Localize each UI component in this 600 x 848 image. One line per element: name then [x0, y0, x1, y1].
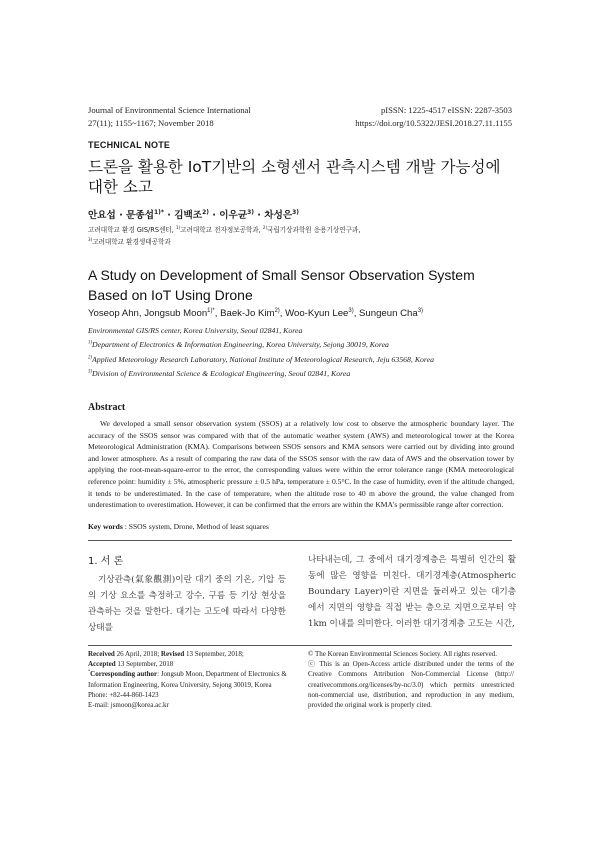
author-kr: 문종섭	[126, 210, 154, 221]
author-en: Baek-Jo Kim	[220, 308, 275, 319]
affiliation-en: $^{2)}$Applied Meteorology Research Laboratory, National Institute of Meteorological Research, Jeju 63568, Korea	[88, 354, 435, 364]
journal-issn: pISSN: 1225-4517 eISSN: 2287-3503	[380, 105, 512, 115]
footer-license	[308, 649, 514, 710]
body-text-left: 기상관측(氣象觀測)이란 대기 중의 기온, 기압 등의 기상 요소를 측정하고 강수, 구름 등 기상 현상을 관측하는 것을 말한다. 대기는 고도에 따라서 다양한 상태를	[88, 575, 286, 633]
author-en: Sungeun Cha	[359, 308, 418, 319]
footer-dates: Received 26 April, 2018; Revised 13 September, 2018; Accepted 13 September, 2018 *Corresponding author: Jongsub Moon, Department of Electronics & Information Engineering, Korea University, Sejong 30019, Korea Phone: +82-44-860-1423 E-mail: jsmoon@korea.ac.kr	[88, 649, 294, 710]
journal-header-left	[88, 104, 251, 129]
journal-header-right	[355, 104, 512, 129]
author-kr: 차성은	[264, 210, 293, 221]
affiliation-en: $^{1)}$Department of Electronics & Information Engineering, Korea University, Sejong 30019, Korea	[88, 340, 389, 350]
english-title: A Study on Development of Small Sensor Observation System Based on IoT Using Drone	[88, 267, 475, 303]
abstract-text: We developed a small sensor observation system (SSOS) at a relatively low cost to observe the atmospheric boundary layer. The accuracy of the SSOS sensor was compared with that of the automatic weather system (AWS) and meteorological tower at the Korea Meteorological Administration (KMA). Comparisons between SSOS sensors and KMA sensors were carried out by dividing into ground and lower atmosphere. As a result of comparing the raw data of the SSOS sensor with the raw data of AWS and the observation tower by applying the root-mean-square-error to the error, the corresponding values were within the error tolerance range (KMA meteorological reference point: humidity ± 5%, atmospheric pressure ± 0.5 hPa, temperature ± 0.5°C. In the case of humidity, even if the altitude changed, it tends to be underestimated. In the case of temperature, when the altitude rose to 40 m above the ground, the value changed from underestimation to overestimation. However, it can be confirmed that the errors are within the KMA's permissible range after correction.	[88, 419, 514, 510]
journal-doi[interactable]: https://doi.org/10.5322/JESI.2018.27.11.1155	[355, 117, 512, 128]
journal-name: Journal of Environmental Science International	[88, 105, 251, 115]
section-title: 1. 서 론	[88, 556, 124, 567]
divider	[88, 540, 512, 541]
author-en: Jongsub Moon	[144, 308, 208, 319]
copyright: © The Korean Environmental Sciences Society. All rights reserved.	[308, 650, 498, 658]
affiliation-en: Environmental GIS/RS center, Korea University, Seoul 02841, Korea	[88, 326, 303, 335]
email[interactable]: E-mail: jsmoon@korea.ac.kr	[88, 701, 169, 710]
author-kr: 김백조	[174, 210, 203, 221]
author-en: Yoseop Ahn	[88, 308, 139, 319]
license-text: ⓒ This is an Open-Access article distributed under the terms of the Creative Commons Attribution Non-Commercial License (http:// creativecommons.org/licenses/by-nc/3.0) which permits unrestricted non-commercial use, distribution, and reproduction in any medium, provided the original work is properly cited.	[308, 660, 514, 710]
english-authors: Yoseop Ahn, Jongsub Moon$^{1)*}$, Baek-Jo Kim$^{2)}$, Woo-Kyun Lee$^{3)}$, Sungeun Cha$^{3)}$	[88, 307, 423, 319]
body-text-right: 나타내는데, 그 중에서 대기경계층은 특별히 인간의 활동에 많은 영향을 미친다. 대기경계층(Atmospheric Boundary Layer)이란 지면을 둘러싸고 있는 대기층에서 지면의 영향을 직접 받는 층으로 지면으로부터 약 1km 이내를 의미한다. 이러한 대기경계층 고도는 시간,	[308, 555, 516, 629]
abstract-heading: Abstract	[88, 402, 126, 413]
keywords-text: : SSOS system, Drone, Method of least squares	[122, 522, 269, 531]
keywords-label: Key words	[88, 522, 123, 531]
affiliation-en: $^{3)}$Division of Environmental Science & Ecological Engineering, Seoul 02841, Korea	[88, 369, 351, 379]
korean-authors: 안요섭 · 문종섭$^{1)*}$ · 김백조$^{2)}$ · 이우균$^{3)}$ · 차성은$^{3)}$	[88, 208, 299, 221]
author-kr: 안요섭	[88, 210, 116, 221]
author-kr: 이우균	[219, 210, 248, 221]
affiliation-kr-line: $^{3)}$고려대학교 환경생태공학과	[88, 236, 171, 246]
author-en: Woo-Kyun Lee	[285, 308, 349, 319]
english-affiliations	[88, 324, 518, 382]
article-type: TECHNICAL NOTE	[88, 140, 171, 150]
keywords	[88, 522, 269, 531]
korean-title: 드론을 활용한 IoT기반의 소형센서 관측시스템 개발 가능성에 대한 소고	[88, 158, 501, 196]
corresponding-author: *Corresponding author: Jongsub Moon, Department of Electronics & Information Engineering, Korea University, Sejong 30019, Korea	[88, 669, 287, 689]
phone: Phone: +82-44-860-1423	[88, 690, 159, 699]
korean-affiliations	[88, 224, 518, 248]
footer-divider	[88, 645, 512, 646]
journal-volume: 27(11); 1155~1167; November 2018	[88, 117, 214, 128]
affiliation-kr-line: 고려대학교 환경 GIS/RS센터, $^{1)}$고려대학교 전자정보공학과, $^{2)}$국립기상과학원 응용기상연구과,	[88, 224, 361, 234]
